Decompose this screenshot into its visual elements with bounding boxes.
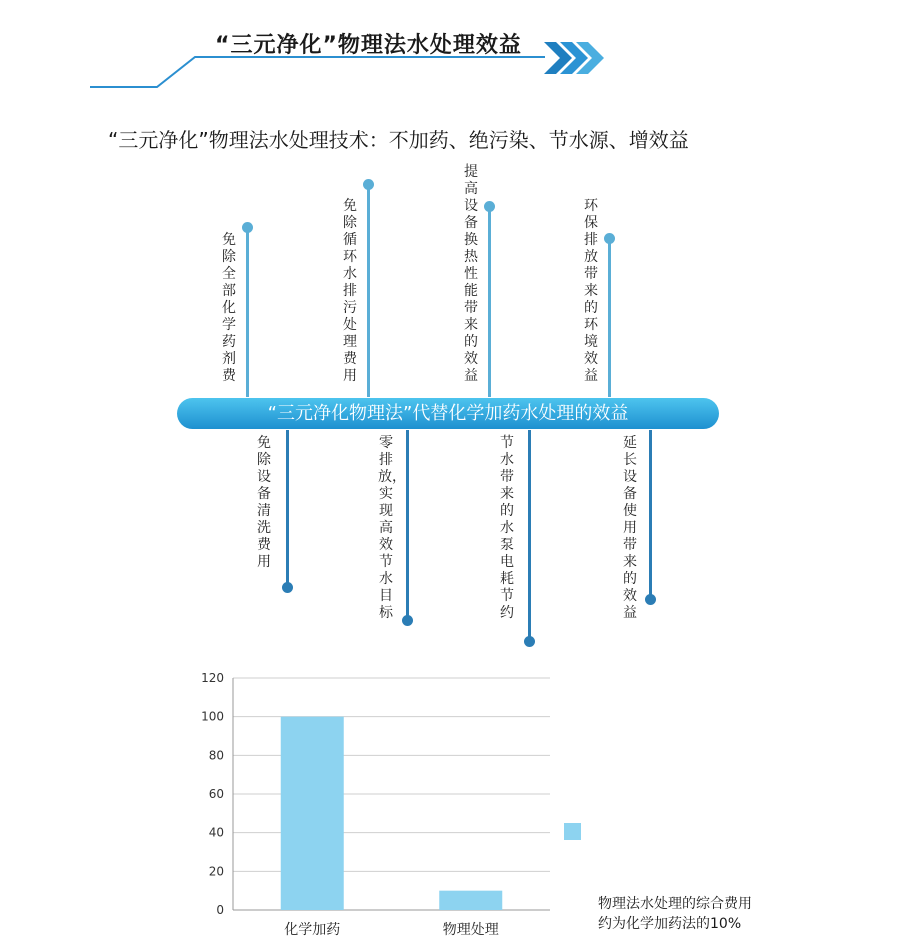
y-tick-label-4: 80 [208, 748, 224, 763]
benefit-bottom-3: 节水带来的水泵电耗节约 [500, 435, 514, 621]
benefit-top-4: 环保排放带来的环境效益 [584, 198, 598, 384]
cost-comparison-chart [0, 660, 900, 948]
branch-dot-bottom-4 [645, 594, 656, 605]
branch-dot-bottom-1 [282, 582, 293, 593]
branch-line-bottom-3 [528, 430, 531, 641]
benefit-top-2: 免除循环水排污处理费用 [343, 198, 357, 384]
branch-dot-top-3 [484, 201, 495, 212]
central-banner: “三元净化物理法”代替化学加药水处理的效益 [177, 398, 719, 429]
branch-dot-top-4 [604, 233, 615, 244]
branch-dot-top-1 [242, 222, 253, 233]
branch-dot-bottom-3 [524, 636, 535, 647]
legend-swatch [564, 823, 581, 840]
benefit-top-1: 免除全部化学药剂费 [222, 232, 236, 384]
branch-line-top-2 [367, 184, 370, 397]
branch-line-top-4 [608, 238, 611, 397]
y-tick-label-6: 120 [201, 671, 224, 685]
y-tick-label-2: 40 [208, 825, 224, 840]
branch-dot-bottom-2 [402, 615, 413, 626]
cost-note-line-2: 约为化学加药法的10% [598, 916, 742, 932]
y-tick-label-5: 100 [201, 709, 224, 724]
branch-line-bottom-4 [649, 430, 652, 599]
x-tick-label-0: 化学加药 [284, 922, 341, 938]
branch-line-top-3 [488, 206, 491, 397]
page-title: “三元净化”物理法水处理效益 [215, 33, 522, 58]
benefit-bottom-1: 免除设备清洗费用 [257, 435, 271, 570]
cost-note-line-1: 物理法水处理的综合费用 [598, 896, 752, 912]
y-tick-label-0: 0 [216, 903, 224, 917]
technology-subtitle: “三元净化”物理法水处理技术：不加药、绝污染、节水源、增效益 [108, 128, 689, 152]
branch-line-top-1 [246, 227, 249, 397]
branch-dot-top-2 [363, 179, 374, 190]
y-tick-label-3: 60 [208, 787, 224, 801]
benefit-top-3: 提高设备换热性能带来的效益 [464, 164, 478, 384]
cost-note [598, 894, 752, 934]
triple-chevron-right-icon [542, 40, 606, 76]
branch-line-bottom-1 [286, 430, 289, 587]
x-tick-label-1: 物理处理 [442, 922, 499, 938]
benefit-bottom-4: 延长设备使用带来的效益 [623, 435, 637, 621]
y-tick-label-1: 20 [208, 864, 224, 879]
branch-line-bottom-2 [406, 430, 409, 620]
benefit-bottom-2: 零排放，实现高效节水目标 [378, 435, 406, 621]
bar-1 [439, 891, 502, 910]
bar-0 [281, 717, 344, 910]
